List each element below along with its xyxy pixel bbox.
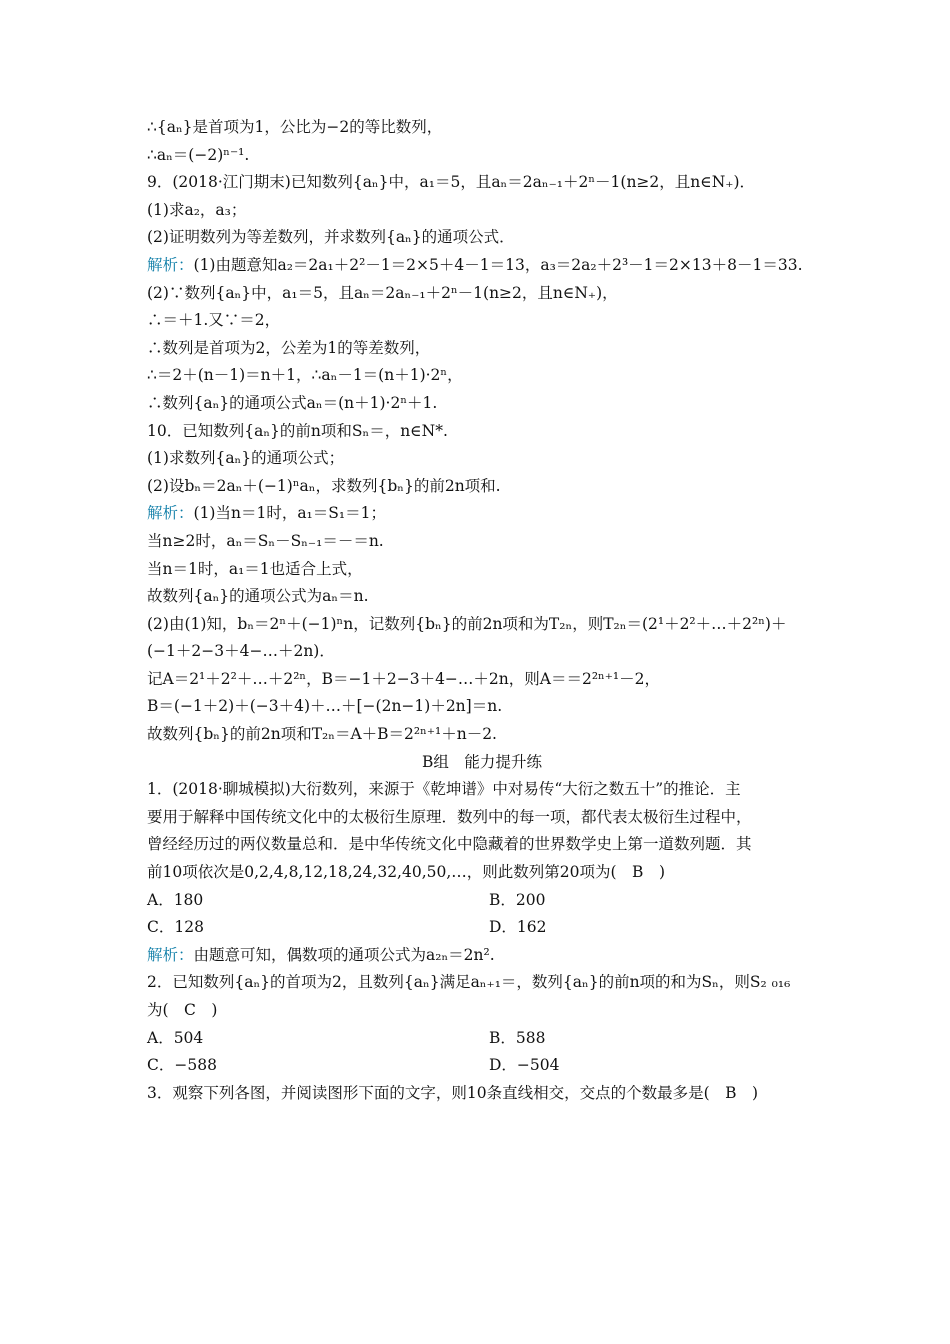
question-2-options-row xyxy=(147,1052,817,1080)
solution-text: (1)由题意知a₂＝2a₁＋2²－1＝2×5＋4－1＝13，a₃＝2a₂＋2³－1＝2×13＋8－1＝33. xyxy=(193,255,803,274)
question-1-options-row xyxy=(147,914,817,942)
option-d: D．162 xyxy=(489,918,547,937)
question-1-line: 前10项依次是0,2,4,8,12,18,24,32,40,50,…，则此数列第20项为( B ) xyxy=(147,863,665,882)
solution-9-line: ∴数列{aₙ}的通项公式aₙ＝(n＋1)·2ⁿ＋1. xyxy=(147,393,438,412)
question-10-part-2: (2)设bₙ＝2aₙ＋(−1)ⁿaₙ，求数列{bₙ}的前2n项和. xyxy=(147,476,501,495)
option-a: A．180 xyxy=(147,890,204,909)
solution-label: 解析： xyxy=(147,504,194,523)
question-1-line: 要用于解释中国传统文化中的太极衍生原理．数列中的每一项，都代表太极衍生过程中， xyxy=(147,807,752,826)
solution-label: 解析： xyxy=(147,255,194,274)
solution-10-line: 当n＝1时，a₁＝1也适合上式， xyxy=(147,559,363,578)
solution-text: 由题意可知，偶数项的通项公式为a₂ₙ＝2n². xyxy=(193,945,495,964)
solution-10-line: (2)由(1)知，bₙ＝2ⁿ＋(−1)ⁿn，记数列{bₙ}的前2n项和为T₂ₙ，则T₂ₙ＝(2¹＋2²＋…＋2²ⁿ)＋ xyxy=(147,614,787,633)
solution-10-line: B＝(−1＋2)＋(−3＋4)＋…＋[−(2n−1)＋2n]＝n. xyxy=(147,697,503,716)
solution-label: 解析： xyxy=(147,945,194,964)
document-content xyxy=(147,114,817,1107)
solution-10-line xyxy=(147,500,817,528)
text-line: ∴{aₙ}是首项为1，公比为−2的等比数列， xyxy=(147,118,443,136)
option-b: B．588 xyxy=(489,1028,546,1047)
question-2-line: 2．已知数列{aₙ}的首项为2，且数列{aₙ}满足aₙ₊₁＝，数列{aₙ}的前n项的和为Sₙ，则S₂ ₀₁₆ xyxy=(147,973,791,992)
question-10-stem: 10．已知数列{aₙ}的前n项和Sₙ＝，n∈N*. xyxy=(147,421,448,440)
question-1-line: 曾经经历过的两仪数量总和．是中华传统文化中隐藏着的世界数学史上第一道数列题．其 xyxy=(147,835,752,854)
question-2-options-row xyxy=(147,1025,817,1053)
solution-9-line: ∴＝2＋(n－1)＝n＋1，∴aₙ－1＝(n＋1)·2ⁿ， xyxy=(147,366,463,385)
question-10-part-1: (1)求数列{aₙ}的通项公式； xyxy=(147,449,345,468)
question-1-line: 1．(2018·聊城模拟)大衍数列，来源于《乾坤谱》中对易传“大衍之数五十”的推论．主 xyxy=(147,780,741,799)
option-d: D．−504 xyxy=(489,1056,560,1075)
question-9-part-1: (1)求a₂，a₃； xyxy=(147,200,247,219)
option-c: C．−588 xyxy=(147,1056,217,1075)
question-3-stem: 3．观察下列各图，并阅读图形下面的文字，则10条直线相交，交点的个数最多是( B ) xyxy=(147,1083,759,1102)
section-title: B组 能力提升练 xyxy=(422,752,542,771)
option-c: C．128 xyxy=(147,918,204,937)
question-1-options-row xyxy=(147,887,817,915)
solution-9-line: ∴＝＋1.又∵＝2， xyxy=(147,311,281,330)
option-b: B．200 xyxy=(489,890,546,909)
solution-9-line: ∴数列是首项为2，公差为1的等差数列， xyxy=(147,338,431,357)
option-a: A．504 xyxy=(147,1028,204,1047)
solution-text: (1)当n＝1时，a₁＝S₁＝1； xyxy=(193,504,386,523)
question-9-part-2: (2)证明数列为等差数列，并求数列{aₙ}的通项公式． xyxy=(147,228,515,247)
question-1-solution xyxy=(147,942,817,970)
solution-10-line: 故数列{bₙ}的前2n项和T₂ₙ＝A＋B＝2²ⁿ⁺¹＋n－2. xyxy=(147,725,497,744)
solution-10-line: 当n≥2时，aₙ＝Sₙ－Sₙ₋₁＝－＝n. xyxy=(147,531,384,550)
solution-9-line: (2)∵数列{aₙ}中，a₁＝5，且aₙ＝2aₙ₋₁＋2ⁿ－1(n≥2，且n∈N₊)， xyxy=(147,283,618,302)
solution-10-line: (−1＋2−3＋4−…＋2n)． xyxy=(147,642,335,661)
text-line: ∴aₙ＝(−2)ⁿ⁻¹. xyxy=(147,145,250,164)
solution-9-line xyxy=(147,252,817,280)
solution-10-line: 记A＝2¹＋2²＋…＋2²ⁿ，B＝−1＋2−3＋4−…＋2n，则A＝＝2²ⁿ⁺¹－2， xyxy=(147,669,660,688)
question-2-line: 为( C ) xyxy=(147,1001,218,1019)
question-9-stem: 9．(2018·江门期末)已知数列{aₙ}中，a₁＝5，且aₙ＝2aₙ₋₁＋2ⁿ－1(n≥2，且n∈N₊)． xyxy=(147,173,756,192)
solution-10-line: 故数列{aₙ}的通项公式为aₙ＝n. xyxy=(147,587,369,606)
